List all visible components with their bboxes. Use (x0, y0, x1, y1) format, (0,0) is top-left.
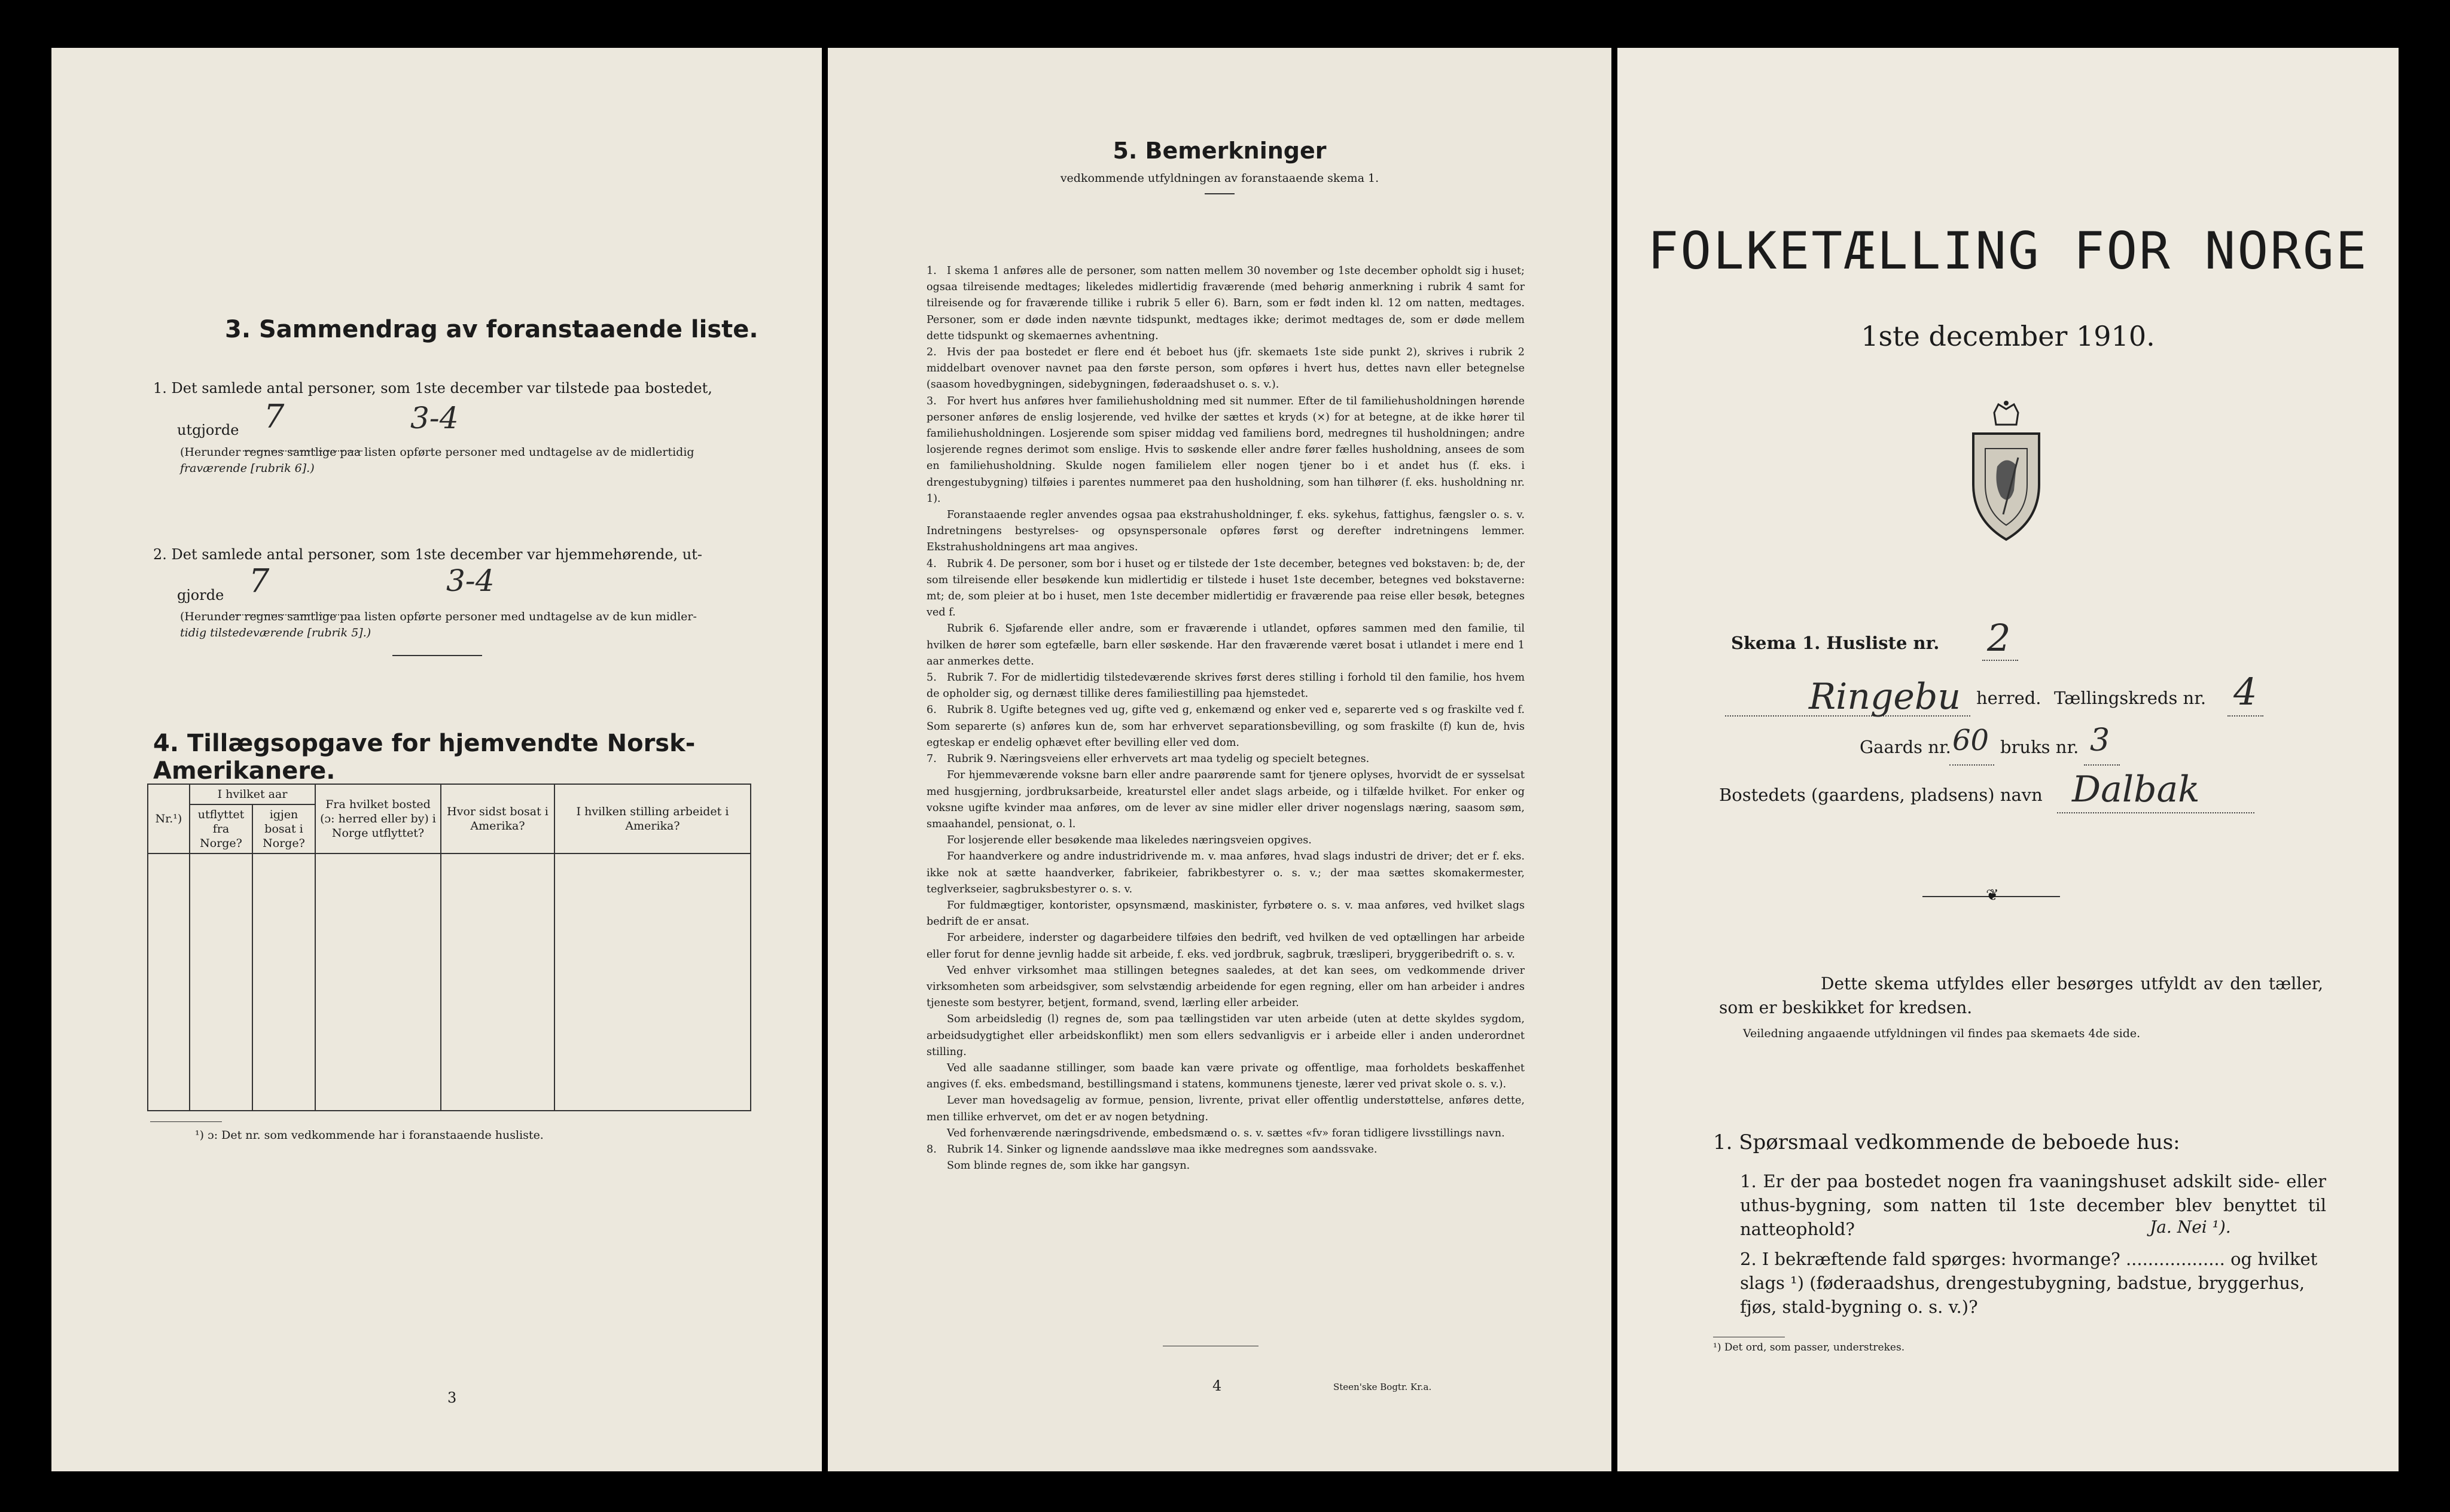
remark-number: 3. (927, 395, 937, 407)
printer-mark: Steen'ske Bogtr. Kr.a. (1333, 1382, 1432, 1392)
remark-item (927, 1126, 1525, 1142)
col-hvor-bosat: Hvor sidst bosat i Amerika? (441, 784, 554, 853)
page-number: 4 (1212, 1377, 1222, 1394)
summary-item-1-note: (Herunder regnes samtlige paa listen opførte personer med undtagelse av de midlertidig (180, 446, 694, 459)
remark-item (927, 670, 1525, 702)
census-title: FOLKETÆLLING FOR NORGE (1647, 221, 2369, 281)
summary-item-2-gjorde: gjorde (177, 587, 224, 603)
remark-text: Rubrik 6. Sjøfarende eller andre, som er fraværende i utlandet, opføres sammen med den familie, til hvilken de hører som egtefælle, barn eller søskende. Har den fraværende været bosat i utlandet i mere end 1 aar anmerkes dette. (927, 623, 1525, 667)
norsk-amerikanere-table (147, 784, 751, 1111)
remark-item (927, 621, 1525, 670)
col-year-group: I hvilket aar (190, 784, 315, 804)
remark-text: For losjerende eller besøkende maa likeledes næringsveien opgives. (947, 834, 1312, 847)
intro-text: Dette skema utfyldes eller besørges utfyldt av den tæller, som er beskikket for kredsen. (1719, 974, 2323, 1017)
footnote: ¹) Det ord, som passer, understrekes. (1713, 1342, 1905, 1354)
col-nr: Nr.¹) (148, 784, 190, 853)
herred-value: Ringebu (1809, 676, 1961, 718)
summary-item-1-note-2: fraværende [rubrik 6].) (180, 462, 315, 475)
skema-label: Skema 1. Husliste nr. (1731, 633, 1940, 653)
remark-text: Hvis der paa bostedet er flere end ét beboet hus (jfr. skemaets 1ste side punkt 2), skrives i rubrik 2 middelbart ovenover navnet paa den første person, som opføres i hvert hus, dettes navn eller betegnelse (saasom hovedbygningen, sidebygningen, føderaadshuset o. s. v.). (927, 346, 1525, 391)
krets-label: Tællingskreds nr. (2054, 688, 2207, 708)
page-4 (828, 48, 1611, 1471)
question-1: 1. Er der paa bostedet nogen fra vaaningshuset adskilt side- eller uthus-bygning, som natten til 1ste december blev benyttet til natteophold? (1740, 1171, 2326, 1239)
remark-item (927, 263, 1525, 345)
page-3 (51, 48, 822, 1471)
remarks-title: 5. Bemerkninger (1113, 138, 1327, 164)
remark-text: Rubrik 7. For de midlertidig tilstedeværende skrives først deres stilling i forhold til den familie, hos hvem de opholder sig, og dernæst tillike deres familiestilling paa hjemstedet. (927, 672, 1525, 700)
remark-text: Rubrik 14. Sinker og lignende aandssløve maa ikke medregnes som aandssvake. (947, 1143, 1378, 1156)
remark-text: Ved forhenværende næringsdrivende, embedsmænd o. s. v. sættes «fv» foran tidligere livsstillings navn. (947, 1127, 1505, 1139)
col-utflyttet: utflyttet fra Norge? (190, 804, 252, 853)
remark-number: 6. (927, 704, 937, 717)
gaards-label: Gaards nr. (1860, 737, 1951, 757)
ornament-icon: ❦ (1986, 886, 1999, 904)
summary-item-2-note-2: tidig tilstedeværende [rubrik 5].) (180, 626, 371, 639)
remark-item (927, 849, 1525, 898)
footnote: ¹) ɔ: Det nr. som vedkommende har i foranstaaende husliste. (195, 1129, 544, 1142)
remark-item (927, 345, 1525, 394)
question-2: 2. I bekræftende fald spørges: hvormange? .................. og hvilket slags ¹) (føderaadshus, drengestubygning, badstue, bryggerhus, fjøs, stald-bygning o. s. v.)? (1740, 1249, 2318, 1317)
remark-number: 8. (927, 1143, 937, 1156)
census-date: 1ste december 1910. (1861, 320, 2155, 352)
gaards-line (1949, 757, 1994, 768)
col-stilling: I hvilken stilling arbeidet i Amerika? (554, 784, 751, 853)
footnote-rule (150, 1121, 222, 1122)
section-3-title: 3. Sammendrag av foranstaaende liste. (225, 316, 758, 343)
summary-item-1: 1. Det samlede antal personer, som 1ste december var tilstede paa bostedet, (153, 380, 712, 397)
bosted-label: Bostedets (gaardens, pladsens) navn (1719, 785, 2043, 805)
bosted-value: Dalbak (2072, 769, 2200, 810)
divider (1205, 193, 1235, 194)
remark-item (927, 1060, 1525, 1093)
remark-number: 4. (927, 557, 937, 570)
herred-label: herred. (1976, 688, 2041, 708)
summary-item-2-note: (Herunder regnes samtlige paa listen opførte personer med undtagelse av de kun midler- (180, 610, 697, 623)
remark-text: Som arbeidsledig (l) regnes de, som paa tællingstiden var uten arbeide (uten at dette skyldes sygdom, arbeidsudygtighet eller arbeidskonflikt) men som ellers sedvanligvis er i arbeide eller i anden underordnet stilling. (927, 1013, 1525, 1058)
gaards-value: 60 (1952, 724, 1989, 757)
remark-item (927, 751, 1525, 767)
krets-value: 4 (2233, 670, 2257, 714)
question-heading: 1. Spørsmaal vedkommende de beboede hus: (1713, 1130, 2180, 1154)
remark-text: Rubrik 9. Næringsveiens eller erhvervets art maa tydelig og specielt betegnes. (947, 753, 1370, 766)
remark-text: I skema 1 anføres alle de personer, som natten mellem 30 november og 1ste december opholdt sig i huset; ogsaa tilreisende medtages; likeledes midlertidig fraværende (med behørig anmerkning i rubrik 4 samt for tilreisende og for fraværende tillike i rubrik 5 eller 6). Barn, som er født inden kl. 12 om natten, medtages. Personer, som er døde inden nævnte tidspunkt, medtages ikke; derimot medtages de, som er døde mellem dette tidspunkt og skemaernes avhentning. (927, 265, 1525, 342)
remark-item (927, 702, 1525, 751)
remark-text: Ved enhver virksomhet maa stillingen betegnes saaledes, at det kan sees, om vedkommende driver virksomheten som arbeidsgiver, som selvstændig arbeidende for egen regning, eller om han arbeider i andres tjeneste som bestyrer, betjent, formand, svend, lærling eller arbeider. (927, 964, 1525, 1010)
handwritten-count-2a: 7 (249, 562, 270, 600)
handwritten-count-1a: 7 (264, 398, 285, 435)
handwritten-count-2b: 3-4 (446, 563, 495, 598)
section-4-title: 4. Tillægsopgave for hjemvendte Norsk-Amerikanere. (153, 730, 696, 785)
remark-item (927, 1011, 1525, 1060)
remark-text: Rubrik 8. Ugifte betegnes ved ug, gifte ved g, enkemænd og enker ved e, separerte ved s og fraskilte ved f. Som separerte (s) anføres kun de, som har erhvervet separationsbevilling, og som fraskilte (f) kun de, hvis egteskap er endelig ophævet efter bevilling eller ved dom. (927, 704, 1525, 749)
divider (392, 655, 482, 656)
remark-text: For haandverkere og andre industridrivende m. v. maa anføres, hvad slags industri de driver; det er f. eks. ikke nok at sætte haandverker, fabrikeier, fabrikbestyrer o. s. v.; der maa sættes skomakermester, teglverkseier, sagbruksbestyrer o. s. v. (927, 850, 1525, 895)
remark-item (927, 556, 1525, 621)
remark-number: 5. (927, 672, 937, 684)
remark-item (927, 963, 1525, 1012)
page-number: 3 (447, 1389, 457, 1406)
remark-text: For arbeidere, inderster og dagarbeidere tilføies den bedrift, ved hvilken de ved optællingen har arbeide eller forut for denne jevnlig hadde sit arbeide, f. eks. ved jordbruk, sagbruk, træsliperi, bryggeribedrift o. s. v. (927, 932, 1525, 961)
remarks-subtitle: vedkommende utfyldningen av foranstaaende skema 1. (1060, 172, 1379, 185)
remark-text: Som blinde regnes de, som ikke har gangsyn. (947, 1160, 1190, 1172)
remark-item (927, 833, 1525, 849)
remark-item (927, 767, 1525, 833)
remark-item (927, 1158, 1525, 1174)
remark-text: For hvert hus anføres hver familiehusholdning med sit nummer. Efter de til familiehusholdningen hørende personer anføres de enslig losjerende, ved hvilke der sættes et kryds (×) for at betegne, at de ikke hører til familiehusholdningen. Losjerende som spiser middag ved familiens bord, medregnes til husholdningen; andre losjerende regnes derimot som enslige. Hvis to søskende eller andre fører fælles husholdning, ansees de som en familiehusholdning. Skulde nogen familielem eller nogen tjener bo i et andet hus (f. eks. i drengestubygning) tilføies i parentes nummeret paa den husholdning, som han tilhører (f. eks. husholdning nr. 1). (927, 395, 1525, 505)
remark-item (927, 1142, 1525, 1158)
remark-text: Lever man hovedsagelig av formue, pension, livrente, privat eller offentlig understøttelse, anføres dette, men tillike erhvervet, om det er av nogen betydning. (927, 1095, 1525, 1123)
summary-item-2: 2. Det samlede antal personer, som 1ste december var hjemmehørende, ut- (153, 546, 702, 563)
table-row (148, 853, 751, 1111)
handwritten-count-1b: 3-4 (410, 401, 459, 435)
husliste-number: 2 (1987, 616, 2011, 660)
remark-text: For fuldmægtiger, kontorister, opsynsmænd, maskinister, fyrbøtere o. s. v. maa anføres, ved hvilket slags bedrift de er ansat. (927, 899, 1525, 928)
remark-text: Ved alle saadanne stillinger, som baade kan være private og offentlige, maa forholdets beskaffenhet angives (f. eks. embedsmand, bestillingsmand i statens, kommunens tjeneste, lærer ved privat skole o. s. v.). (927, 1062, 1525, 1091)
remark-number: 7. (927, 753, 937, 766)
col-igjen-bosat: igjen bosat i Norge? (252, 804, 315, 853)
remark-text: Foranstaaende regler anvendes ogsaa paa ekstrahusholdninger, f. eks. sykehus, fattighus, fængsler o. s. v. Indretningens bestyrelses- og opsynspersonale opføres først og derefter indretningens lemmer. Ekstrahusholdningens art maa angives. (927, 509, 1525, 554)
remarks-list (927, 263, 1525, 1174)
bruks-label: bruks nr. (2000, 737, 2079, 757)
bruks-value: 3 (2090, 723, 2110, 758)
remark-number: 1. (927, 265, 937, 277)
remark-item (927, 394, 1525, 507)
intro-guidance: Veiledning angaaende utfyldningen vil findes paa skemaets 4de side. (1743, 1027, 2141, 1040)
remark-text: Rubrik 4. De personer, som bor i huset og er tilstede der 1ste december, betegnes ved bokstaven: b; de, der som tilreisende eller besøkende kun midlertidig er tilstede i huset 1ste december, betegnes ved bokstaverne: mt; de, som pleier at bo i huset, men 1ste december midlertidig er fraværende paa reise eller besøk, betegnes ved f. (927, 557, 1525, 619)
summary-item-1-utgjorde: utgjorde (177, 422, 239, 438)
remark-item (927, 930, 1525, 962)
norway-coat-of-arms-icon (1961, 401, 2051, 544)
question-1-answer: Ja. Nei ¹). (2150, 1217, 2231, 1237)
remark-item (927, 507, 1525, 556)
remark-number: 2. (927, 346, 937, 359)
remark-item (927, 1093, 1525, 1125)
remark-item (927, 898, 1525, 930)
remark-text: For hjemmeværende voksne barn eller andre paarørende samt for tjenere oplyses, hvorvidt de er sysselsat med husgjerning, jordbruksarbeide, kreaturstel eller andet slags arbeide, og i tilfælde hvilket. For enker og voksne ugifte kvinder maa anføres, om de lever av sine midler eller driver nogenslags næring, saasom søm, smaahandel, pensionat, o. l. (927, 769, 1525, 830)
page-1-cover (1617, 48, 2399, 1471)
col-fra-bosted: Fra hvilket bosted (ɔ: herred eller by) i Norge utflyttet? (315, 784, 441, 853)
